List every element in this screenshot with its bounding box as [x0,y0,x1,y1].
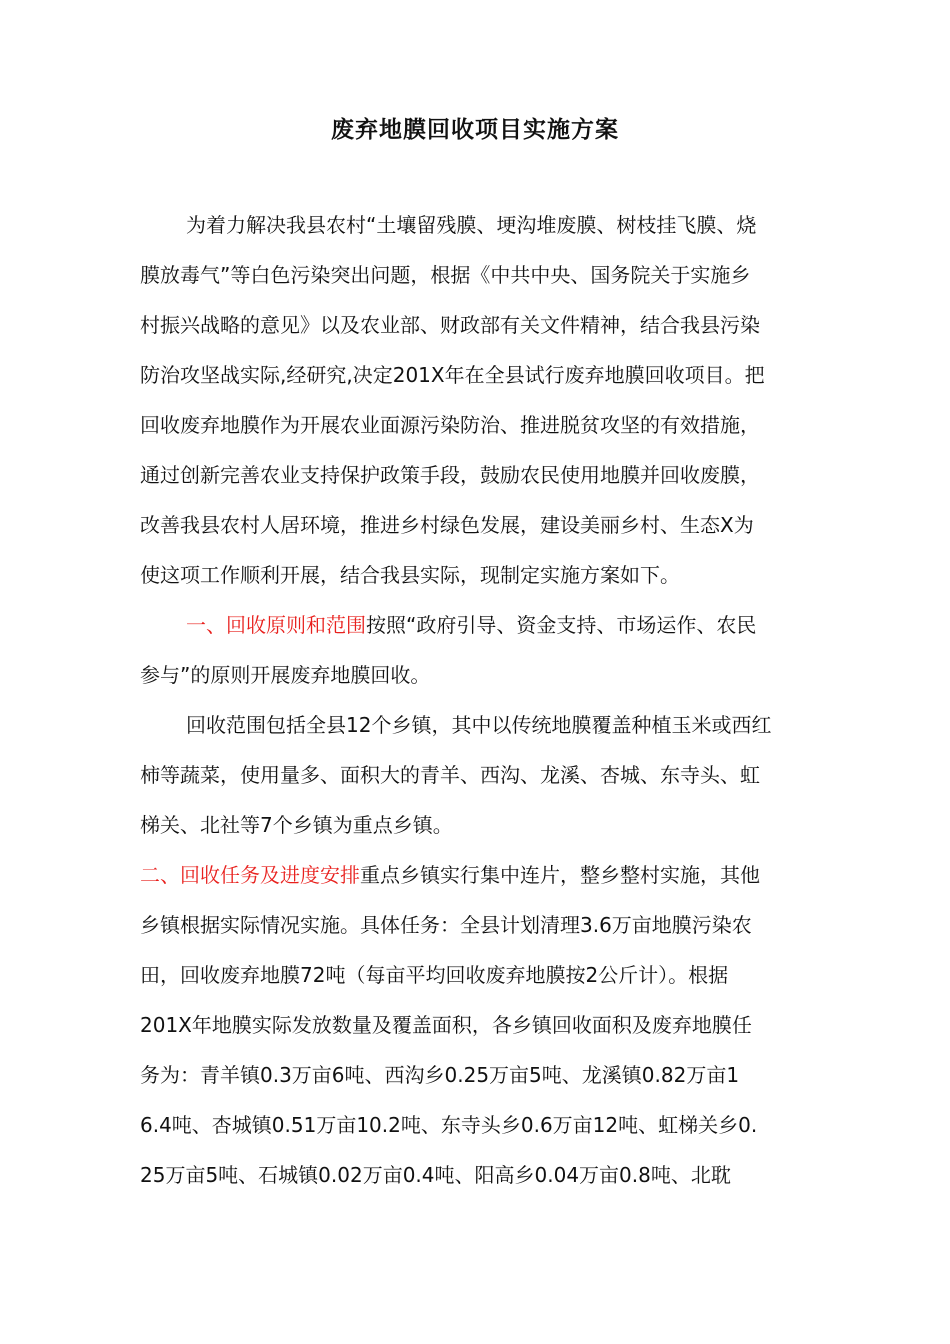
section-two-text: 重点乡镇实行集中连片，整乡整村实施，其他 [360,863,760,887]
paragraph-line: 25万亩5吨、石城镇0.02万亩0.4吨、阳高乡0.04万亩0.8吨、北耽 [140,1163,731,1187]
paragraph-line: 乡镇根据实际情况实施。具体任务：全县计划清理3.6万亩地膜污染农 [140,913,752,937]
section-one-heading: 一、回收原则和范围 [186,613,366,637]
paragraph-line: 通过创新完善农业支持保护政策手段，鼓励农民使用地膜并回收废膜， [140,463,760,487]
paragraph-line: 柿等蔬菜，使用量多、面积大的青羊、西沟、龙溪、杏城、东寺头、虹 [140,763,760,787]
paragraph-line: 使这项工作顺利开展，结合我县实际，现制定实施方案如下。 [140,563,680,587]
paragraph-line: 回收废弃地膜作为开展农业面源污染防治、推进脱贫攻坚的有效措施， [140,413,760,437]
paragraph-line: 田，回收废弃地膜72吨（每亩平均回收废弃地膜按2公斤计）。根据 [140,963,729,987]
paragraph-line: 6.4吨、杏城镇0.51万亩10.2吨、东寺头乡0.6万亩12吨、虹梯关乡0. [140,1113,758,1137]
paragraph-line: 务为：青羊镇0.3万亩6吨、西沟乡0.25万亩5吨、龙溪镇0.82万亩1 [140,1063,740,1087]
paragraph-line: 改善我县农村人居环境，推进乡村绿色发展，建设美丽乡村、生态X为 [140,513,754,537]
paragraph-line: 防治攻坚战实际,经研究,决定201X年在全县试行废弃地膜回收项目。把 [140,363,765,387]
paragraph-line: 为着力解决我县农村“土壤留残膜、埂沟堆废膜、树枝挂飞膜、烧 [186,213,757,237]
section-one-line [186,610,830,640]
section-two-heading: 二、回收任务及进度安排 [140,863,360,887]
document-title: 废弃地膜回收项目实施方案 [331,117,619,143]
paragraph-line: 梯关、北社等7个乡镇为重点乡镇。 [140,813,453,837]
paragraph-line: 村振兴战略的意见》以及农业部、财政部有关文件精神，结合我县污染 [140,313,760,337]
paragraph-line: 回收范围包括全县12个乡镇，其中以传统地膜覆盖种植玉米或西红 [186,713,772,737]
section-one-text: 按照“政府引导、资金支持、市场运作、农民 [366,613,757,637]
section-two-line [140,860,830,890]
paragraph-line: 膜放毒气”等白色污染突出问题，根据《中共中央、国务院关于实施乡 [140,263,751,287]
paragraph-line: 参与”的原则开展废弃地膜回收。 [140,663,431,687]
paragraph-line: 201X年地膜实际发放数量及覆盖面积，各乡镇回收面积及废弃地膜任 [140,1013,752,1037]
